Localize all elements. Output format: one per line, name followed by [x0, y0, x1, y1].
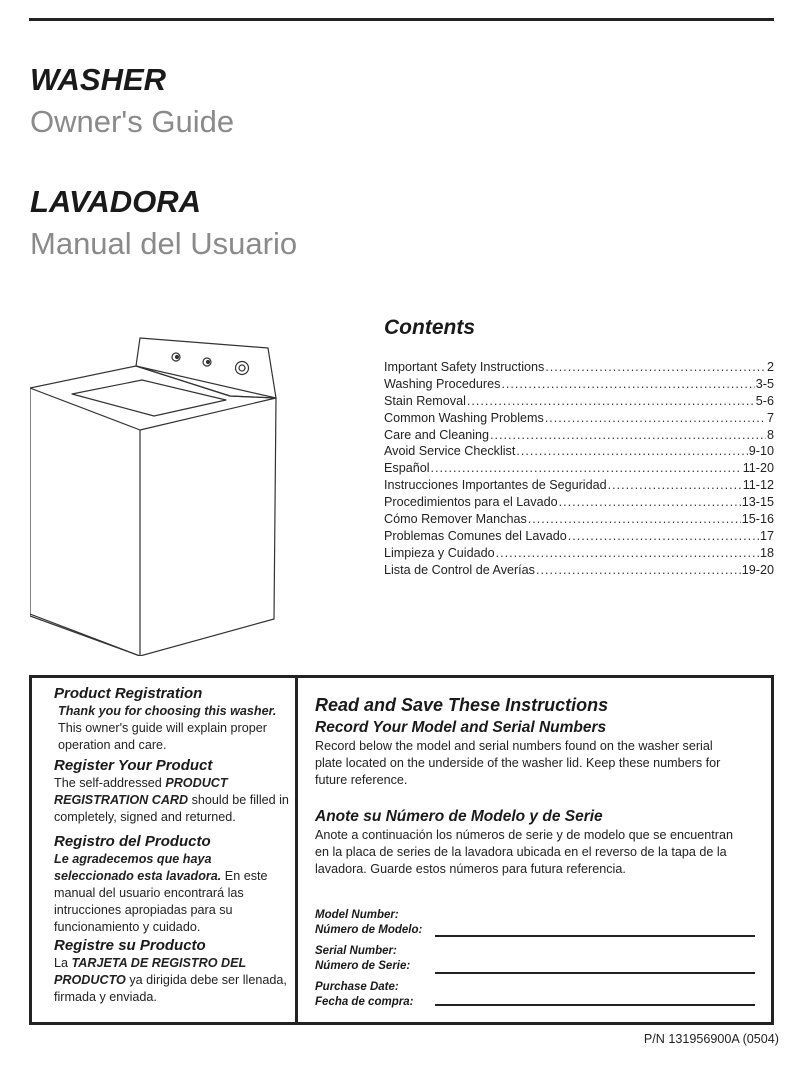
toc-item[interactable] — [384, 512, 774, 529]
anote-numero-heading: Anote su Número de Modelo y de Serie — [315, 808, 603, 825]
toc-item-pages: 2 — [766, 360, 774, 374]
title-lavadora: LAVADORA — [30, 184, 202, 219]
register-your-product-heading: Register Your Product — [54, 757, 213, 774]
toc-item[interactable] — [384, 394, 774, 411]
serial-number-line[interactable] — [435, 972, 755, 974]
toc-item[interactable] — [384, 546, 774, 563]
toc-item-pages: 15-16 — [741, 512, 774, 527]
model-number-line[interactable] — [435, 935, 755, 937]
toc-item-label: Instrucciones Importantes de Seguridad — [384, 478, 607, 493]
washer-illustration-icon — [30, 336, 292, 656]
title-washer: WASHER — [30, 62, 167, 97]
model-number-label: Model Number: — [315, 909, 399, 921]
toc-item-label: Limpieza y Cuidado — [384, 545, 495, 560]
subtitle-owners-guide: Owner's Guide — [30, 104, 235, 139]
toc-item[interactable] — [384, 411, 774, 428]
registre-su-producto-text: La TARJETA DE REGISTRO DEL PRODUCTO ya dirigida debe ser llenada, firmada y enviada. — [54, 956, 287, 1004]
read-and-save-heading: Read and Save These Instructions — [315, 695, 609, 715]
contents-title: Contents — [384, 316, 475, 339]
numero-de-serie-label: Número de Serie: — [315, 960, 411, 972]
purchase-date-line[interactable] — [435, 1004, 755, 1006]
registro-del-producto-heading: Registro del Producto — [54, 833, 211, 850]
purchase-date-field[interactable] — [315, 980, 755, 1014]
part-number: P/N 131956900A (0504) — [643, 1032, 779, 1046]
toc-item[interactable] — [384, 377, 774, 394]
toc-item[interactable] — [384, 563, 774, 580]
toc-item-label: Common Washing Problems — [384, 410, 544, 425]
toc-item-label: Procedimientos para el Lavado — [384, 495, 558, 510]
serial-number-field[interactable] — [315, 944, 755, 978]
toc-item-pages: 17 — [759, 528, 774, 543]
column-divider — [295, 678, 298, 1022]
product-registration-heading: Product Registration — [54, 685, 203, 702]
toc-item-pages: 5-6 — [755, 393, 774, 408]
anote-numero-text: Anote a continuación los números de serie y de modelo que se encuentran en la placa de series de la lavadora ubicada en el reverso de la tapa de la lavadora. Guarde estos números para futura referencia. — [315, 828, 733, 876]
table-of-contents — [384, 360, 774, 580]
record-numbers-heading: Record Your Model and Serial Numbers — [315, 719, 607, 736]
toc-item-label: Stain Removal — [384, 393, 466, 408]
toc-item-pages: 8 — [766, 427, 774, 442]
toc-item-pages: 11-12 — [742, 478, 774, 493]
instructions-column — [315, 694, 735, 878]
registration-column — [54, 682, 292, 1006]
toc-item-pages: 11-20 — [742, 461, 774, 476]
numero-de-modelo-label: Número de Modelo: — [315, 924, 423, 936]
toc-item-label: Washing Procedures — [384, 376, 501, 391]
registration-box — [29, 675, 774, 1025]
toc-item[interactable] — [384, 428, 774, 445]
model-number-field[interactable] — [315, 908, 755, 942]
toc-item-label: Lista de Control de Averías — [384, 562, 535, 577]
product-registration-text: Thank you for choosing this washer. This owner's guide will explain proper operation and care. — [58, 704, 277, 752]
toc-item[interactable] — [384, 444, 774, 461]
toc-item[interactable] — [384, 360, 774, 377]
top-rule — [29, 18, 774, 21]
toc-item[interactable] — [384, 529, 774, 546]
toc-item-label: Avoid Service Checklist — [384, 444, 516, 459]
toc-item-label: Important Safety Instructions — [384, 360, 545, 374]
record-numbers-text: Record below the model and serial numbers found on the washer serial plate located on the underside of the washer lid. Keep these numbers for future reference. — [315, 739, 721, 787]
toc-item-pages: 13-15 — [741, 495, 774, 510]
registro-del-producto-text: Le agradecemos que haya seleccionado esta lavadora. En este manual del usuario encontrará las intrucciones apropiadas para su funcionamiento y cuidado. — [54, 852, 268, 934]
fecha-de-compra-label: Fecha de compra: — [315, 996, 414, 1008]
purchase-date-label: Purchase Date: — [315, 981, 399, 993]
serial-number-label: Serial Number: — [315, 945, 397, 957]
toc-item[interactable] — [384, 461, 774, 478]
toc-item-label: Problemas Comunes del Lavado — [384, 528, 567, 543]
toc-item[interactable] — [384, 478, 774, 495]
register-your-product-text: The self-addressed PRODUCT REGISTRATION CARD should be filled in completely, signed and returned. — [54, 776, 289, 824]
registre-su-producto-heading: Registre su Producto — [54, 937, 206, 954]
toc-item-pages: 9-10 — [748, 444, 774, 459]
toc-item[interactable] — [384, 495, 774, 512]
toc-item-label: Care and Cleaning — [384, 427, 490, 442]
toc-item-label: Español — [384, 461, 430, 476]
toc-item-label: Cómo Remover Manchas — [384, 512, 527, 527]
toc-item-pages: 7 — [766, 410, 774, 425]
toc-item-pages: 19-20 — [741, 562, 774, 577]
toc-item-pages: 18 — [759, 545, 774, 560]
subtitle-manual-del-usuario: Manual del Usuario — [30, 226, 298, 261]
toc-item-pages: 3-5 — [755, 376, 774, 391]
